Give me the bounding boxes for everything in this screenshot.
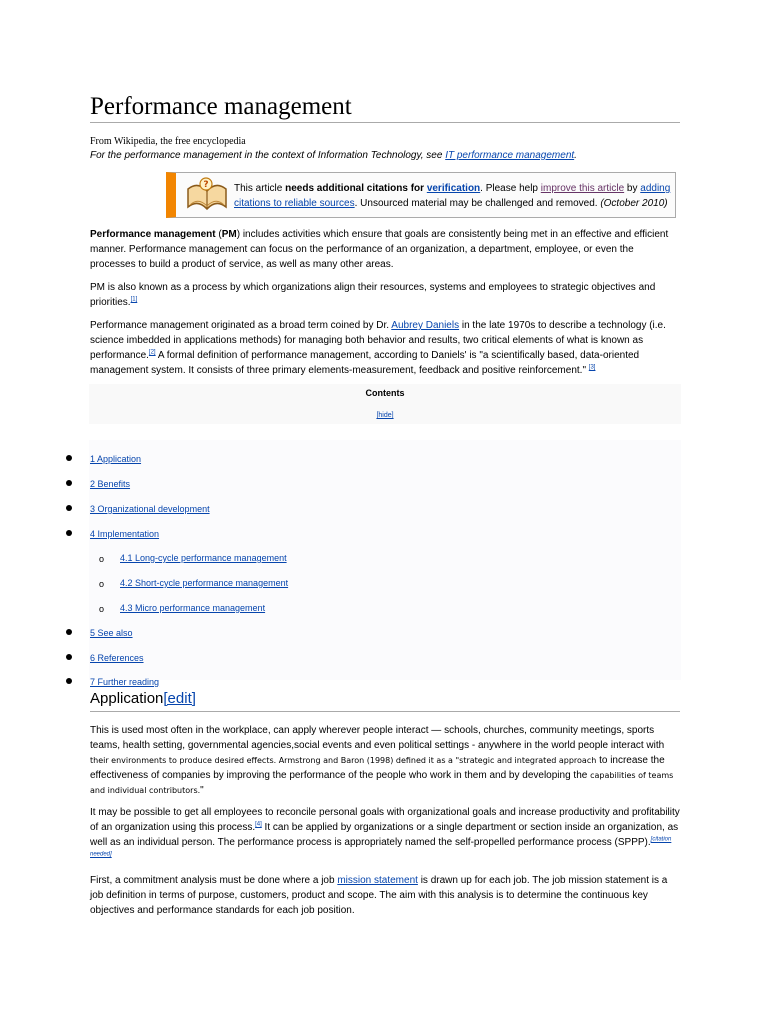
- toc-title: Contents: [365, 388, 405, 398]
- hatnote-link[interactable]: IT performance management: [445, 150, 575, 161]
- citation-needed-link[interactable]: [citation needed]: [90, 836, 672, 858]
- svg-text:?: ?: [203, 180, 209, 190]
- toc-sub-bullet: o: [99, 604, 105, 614]
- ref-4-link[interactable]: [4]: [255, 821, 262, 828]
- toc-item-short-cycle[interactable]: 4.2 Short-cycle performance management: [120, 578, 289, 588]
- toc-sub-bullet: o: [99, 554, 105, 564]
- section-divider: [90, 711, 680, 712]
- toc-bullet: [66, 654, 72, 660]
- page-title: Performance management: [90, 93, 352, 120]
- title-divider: [90, 122, 680, 123]
- intro-paragraph-3: Performance management originated as a broad term coined by Dr. Aubrey Daniels in the late 1970s to describe a technology (i.e. science imbedded in applications methods) for managing both behavior and results, two critical elements of what is known as performance.[2] A formal definition of performance management, according to Daniels' is "a scientifically based, data-oriented management system. It consists of three primary elements-measurement, feedback and positive reinforcement." [3]: [90, 320, 666, 376]
- table-of-contents: [89, 384, 681, 424]
- toc-bullet: [66, 505, 72, 511]
- verification-link[interactable]: verification: [426, 183, 481, 194]
- intro-paragraph-2: PM is also known as a process by which organizations align their resources, systems and employees to strategic objectives and priorities.[1]: [90, 282, 656, 308]
- ref-1-link[interactable]: [1]: [130, 296, 138, 303]
- toc-item-organizational-development[interactable]: 3 Organizational development: [90, 504, 210, 514]
- toc-item-application[interactable]: 1 Application: [90, 454, 142, 464]
- mission-statement-link[interactable]: mission statement: [337, 875, 418, 886]
- toc-bullet: [66, 455, 72, 461]
- aubrey-daniels-link[interactable]: Aubrey Daniels: [391, 320, 460, 331]
- toc-item-further-reading[interactable]: 7 Further reading: [90, 677, 160, 687]
- toc-item-benefits[interactable]: 2 Benefits: [90, 479, 131, 489]
- toc-item-implementation[interactable]: 4 Implementation: [90, 529, 160, 539]
- toc-bullet: [66, 480, 72, 486]
- toc-bullet: [66, 629, 72, 635]
- book-question-icon: [184, 175, 230, 215]
- toc-hide-link[interactable]: [hide]: [376, 412, 394, 419]
- toc-hide-toggle: [89, 412, 681, 419]
- section-heading-application: Application[edit]: [90, 690, 196, 707]
- toc-item-see-also[interactable]: 5 See also: [90, 628, 133, 638]
- hatnote: For the performance management in the context of Information Technology, see IT performance management.: [90, 150, 577, 161]
- section-edit-link[interactable]: [edit]: [163, 690, 196, 707]
- toc-item-micro[interactable]: 4.3 Micro performance management: [120, 603, 266, 613]
- toc-bullet: [66, 678, 72, 684]
- adding-citations-link[interactable]: adding citations to reliable sources: [234, 183, 671, 209]
- ref-2-link[interactable]: [2]: [148, 349, 156, 356]
- toc-item-long-cycle[interactable]: 4.1 Long-cycle performance management: [120, 553, 287, 563]
- site-subtitle: From Wikipedia, the free encyclopedia: [90, 136, 246, 147]
- improve-article-link[interactable]: improve this article: [540, 183, 625, 194]
- intro-paragraph-1: Performance management (PM) includes activities which ensure that goals are consistently being met in an effective and efficient manner. Performance management can focus on the performance of an organization, a department, employee, or even the processes to build a product of service, as well as many other areas.: [90, 229, 669, 270]
- toc-item-references[interactable]: 6 References: [90, 653, 144, 663]
- application-paragraph-3: First, a commitment analysis must be done where a job mission statement is drawn up for each job. The job mission statement is a job definition in terms of purpose, customers, product and scope. The aim with this analysis is to determine the continuous key objectives and performance standards for each job position.: [90, 875, 668, 916]
- citation-notice-text: This article needs additional citations for verification. Please help improve this article by adding citations to reliable sources. Unsourced material may be challenged and removed. (October 2010): [234, 183, 671, 209]
- toc-sub-bullet: o: [99, 579, 105, 589]
- toc-bullet: [66, 530, 72, 536]
- application-paragraph-1: This is used most often in the workplace, can apply wherever people interact — schools, churches, community meetings, sports teams, health setting, governmental agencies,social events and even political settings - anywhere in the world people interact with their environments to produce desired effects. Armstrong and Baron (1998) defined it as a "strategic and integrated approach to increase the effectiveness of companies by improving the performance of the people who work in them and by developing the capabilities of teams and individual contributors.": [90, 725, 674, 796]
- citation-notice-box: [166, 172, 676, 218]
- ref-3-link[interactable]: [3]: [588, 364, 596, 371]
- application-paragraph-2: It may be possible to get all employees to reconcile personal goals with organizational goals and increase productivity and profitability of an organization using this process.[4] It can be applied by organizations or a single department or section inside an organization, as well as an individual person. The performance process is appropriately named the self-propelled performance process (SPPP).[citation needed]: [90, 807, 680, 858]
